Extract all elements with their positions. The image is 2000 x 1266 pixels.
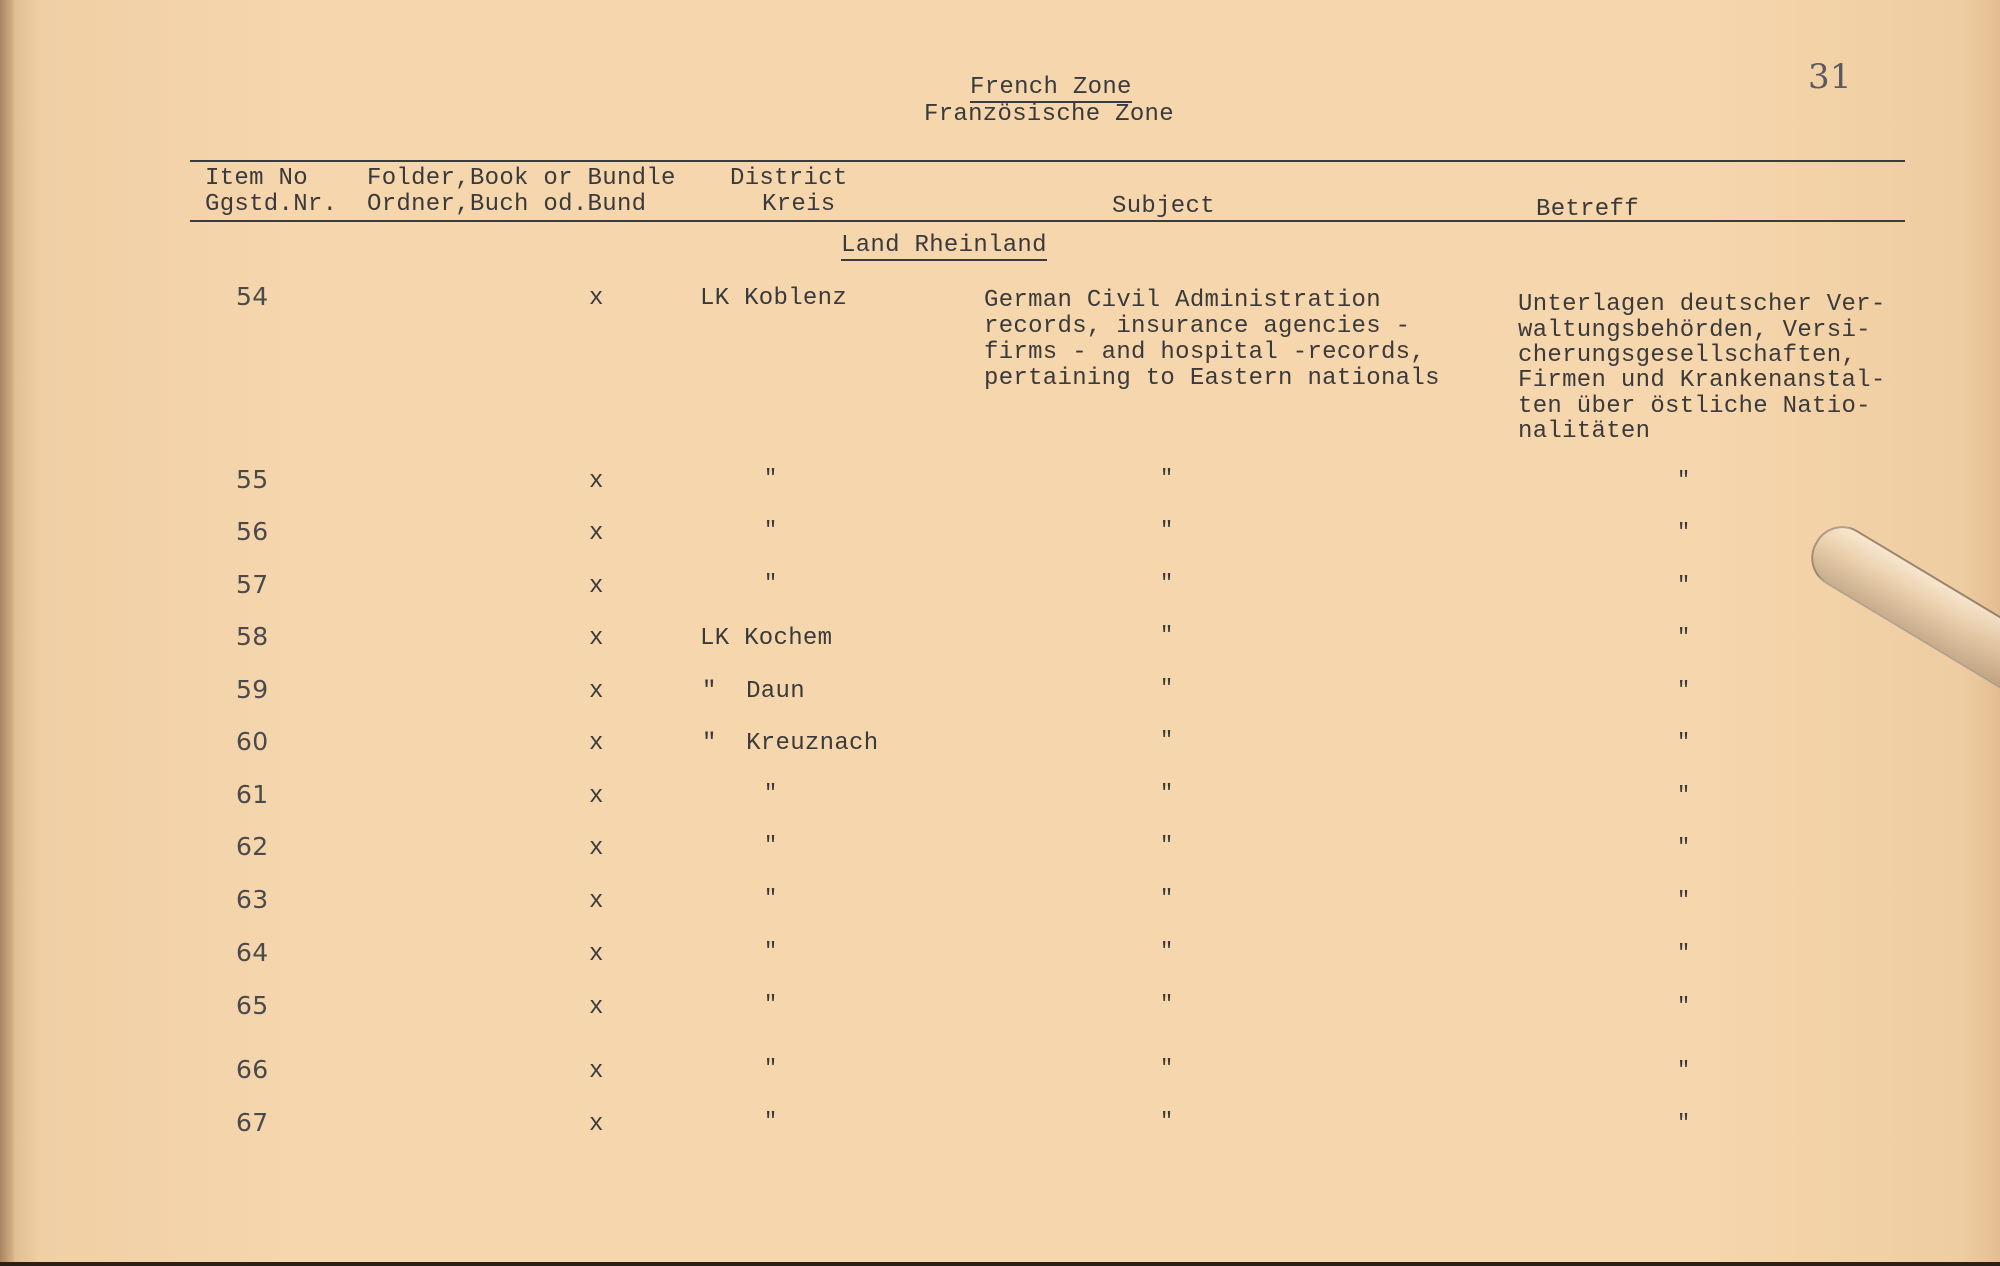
page-bottom-edge (0, 1262, 2000, 1266)
item-number: 57 (236, 570, 269, 599)
folder-mark: x (589, 730, 604, 757)
betreff: " (1677, 573, 1691, 598)
subject-line: records, insurance agencies - (984, 313, 1411, 340)
subject: " (1160, 992, 1174, 1017)
district: " (764, 466, 778, 491)
folder-mark: x (589, 573, 604, 600)
betreff-line: ten über östliche Natio- (1518, 393, 1871, 420)
item-number: 60 (236, 727, 269, 756)
item-number: 55 (236, 465, 269, 494)
subject: " (1160, 886, 1174, 911)
subject: " (1160, 1056, 1174, 1081)
header-folder-en: Folder,Book or Bundle (367, 165, 676, 192)
item-number: 63 (236, 885, 269, 914)
betreff: " (1677, 994, 1691, 1019)
subject: " (1160, 571, 1174, 596)
district: " (764, 939, 778, 964)
folder-mark: x (589, 468, 604, 495)
district: " (764, 1056, 778, 1081)
betreff: " (1677, 888, 1691, 913)
header-bottom-rule (190, 220, 1905, 222)
header-subject: Subject (1112, 193, 1215, 220)
betreff: " (1677, 1058, 1691, 1083)
folder-mark: x (589, 888, 604, 915)
district: " Kreuznach (702, 730, 879, 757)
betreff-line: Firmen und Krankenanstal- (1518, 367, 1886, 394)
header-district-en: District (730, 165, 848, 192)
subject: " (1160, 939, 1174, 964)
betreff: " (1677, 678, 1691, 703)
folder-mark: x (589, 678, 604, 705)
district: " (764, 833, 778, 858)
subject-line: German Civil Administration (984, 287, 1381, 314)
item-number: 56 (236, 517, 269, 546)
subject: " (1160, 781, 1174, 806)
header-item-de: Ggstd.Nr. (205, 191, 338, 218)
subject-line: firms - and hospital -records, (984, 339, 1426, 366)
subject-line: pertaining to Eastern nationals (984, 365, 1440, 392)
folder-mark: x (589, 941, 604, 968)
district: " (764, 518, 778, 543)
betreff: " (1677, 783, 1691, 808)
subject: " (1160, 728, 1174, 753)
item-number: 58 (236, 622, 269, 651)
district: " (764, 1109, 778, 1134)
page-title: French Zone (970, 74, 1132, 101)
betreff: " (1677, 520, 1691, 545)
folder-mark: x (589, 285, 604, 312)
district: " (764, 886, 778, 911)
header-district-de: Kreis (762, 191, 836, 218)
item-number: 54 (236, 282, 269, 311)
folder-mark: x (589, 520, 604, 547)
folder-mark: x (589, 1058, 604, 1085)
header-folder-de: Ordner,Buch od.Bund (367, 191, 647, 218)
subject: " (1160, 623, 1174, 648)
folder-mark: x (589, 783, 604, 810)
section-title: Land Rheinland (841, 232, 1047, 259)
subject: " (1160, 466, 1174, 491)
district: LK Kochem (700, 625, 833, 652)
page-subtitle: Französische Zone (924, 101, 1174, 128)
betreff: " (1677, 1111, 1691, 1136)
district: LK Koblenz (700, 285, 848, 312)
district: " (764, 781, 778, 806)
betreff: " (1677, 730, 1691, 755)
item-number: 66 (236, 1055, 269, 1084)
betreff: " (1677, 468, 1691, 493)
item-number: 64 (236, 938, 269, 967)
header-top-rule (190, 160, 1905, 162)
page-holder-clip (1800, 515, 2000, 694)
subject: " (1160, 833, 1174, 858)
header-item-en: Item No (205, 165, 308, 192)
folder-mark: x (589, 1111, 604, 1138)
district: " (764, 992, 778, 1017)
betreff-line: cherungsgesellschaften, (1518, 342, 1857, 369)
betreff-line: Unterlagen deutscher Ver- (1518, 291, 1886, 318)
folder-mark: x (589, 625, 604, 652)
item-number: 62 (236, 832, 269, 861)
folder-mark: x (589, 835, 604, 862)
item-number: 65 (236, 991, 269, 1020)
page-number: 31 (1808, 57, 1852, 97)
binding-gutter (0, 0, 14, 1262)
betreff: " (1677, 625, 1691, 650)
item-number: 61 (236, 780, 269, 809)
subject: " (1160, 518, 1174, 543)
betreff: " (1677, 835, 1691, 860)
district: " Daun (702, 678, 805, 705)
item-number: 59 (236, 675, 269, 704)
item-number: 67 (236, 1108, 269, 1137)
betreff-line: nalitäten (1518, 418, 1651, 445)
subject: " (1160, 1109, 1174, 1134)
subject: " (1160, 676, 1174, 701)
header-betreff: Betreff (1536, 196, 1639, 223)
betreff-line: waltungsbehörden, Versi- (1518, 317, 1871, 344)
betreff: " (1677, 941, 1691, 966)
district: " (764, 571, 778, 596)
folder-mark: x (589, 994, 604, 1021)
